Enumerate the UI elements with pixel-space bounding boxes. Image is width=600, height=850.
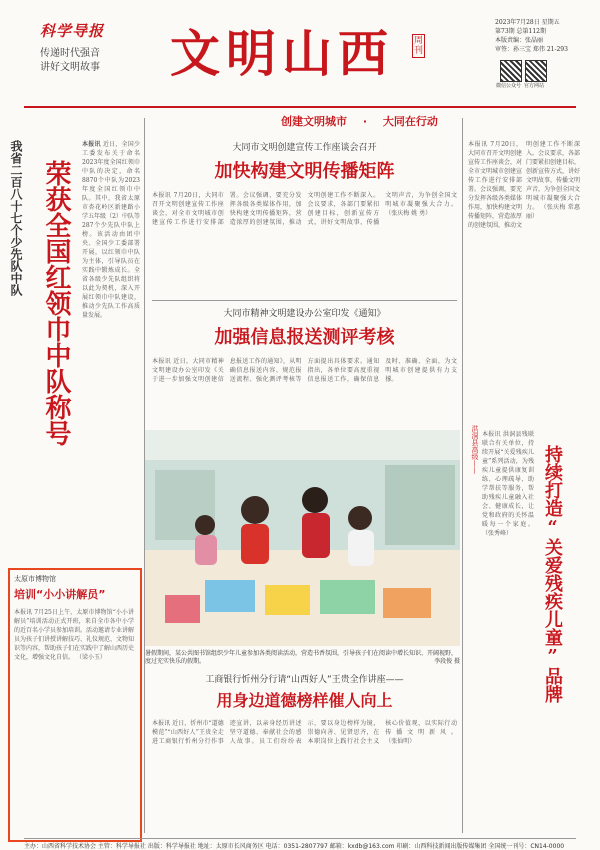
left-body [82, 140, 140, 560]
box-body-text: 本报讯 7月25日上午，太原市博物馆“小小讲解员”培训活动正式开班，来自全市各中小学的近百名小学员参加培训。活动邀请专业讲解员为孩子们讲授讲解技巧、礼仪规范、文物知识等内容，帮助孩子们在实践中了解山西历史文化，增强文化自信。 [14, 609, 134, 661]
qr-caption: 官方网站 [524, 83, 545, 89]
meta-line: 本版责编：张晶丽 [495, 37, 544, 44]
article-2-body [152, 357, 457, 419]
article-3-subhead: 工商银行忻州分行请“山西好人”王贵全作讲座—— [205, 675, 404, 685]
right-upper-author: （张庆梅 常惠丽） [526, 204, 580, 220]
photo-caption [145, 650, 460, 666]
edition-tag: 周刊 [413, 36, 423, 56]
photo-illustration [145, 430, 460, 646]
right-upper-body [468, 140, 580, 380]
article-2-subhead: 大同市精神文明建设办公室印发《通知》 [223, 309, 386, 319]
article-1-headline: 加快构建文明传播矩阵 [214, 161, 395, 182]
article-3-headline: 用身边道德榜样催人向上 [216, 691, 393, 710]
article-1-text: 本报讯 7月20日，大同市召开文明创建宣传工作座谈会，对全市文明城市创建宣传工作进行安排部署。会议强调，要充分发挥各级各类媒体作用，加快构建文明传播矩阵，营造浓厚的创建氛围，推动文明创建工作不断深入。会议要求，各部门要紧扣创建目标，创新宣传方式，讲好文明故事，传播文明声音，为争创全国文明城市凝聚强大合力。 [152, 192, 457, 226]
article-1-subhead: 大同市文明创建宣传工作座谈会召开 [232, 143, 377, 153]
article-3-text: 本报讯 近日，忻州市“道德模范”“山西好人”王贵全走进工商银行忻州分行作事迹宣讲，以亲身经历讲述坚守道德、奉献社会的感人故事。员工们纷纷表示，要以身边榜样为镜，崇德向善、见贤思齐，在本职岗位上践行社会主义核心价值观，以实际行动传播文明新风。 [152, 720, 457, 745]
article-1-body [152, 191, 457, 261]
box-body [14, 608, 134, 838]
section-banner: 创建文明城市 · 大同在行动 [275, 113, 444, 129]
slogan-line-1: 传递时代强音 [40, 48, 100, 59]
left-headline: 荣获全国红领巾中队称号 [41, 160, 71, 446]
article-3-author: （张仙明） [385, 738, 416, 745]
reading-photo [145, 430, 460, 646]
box-author: （梁小玉） [75, 654, 106, 661]
right-body-text: 本报讯 洪洞县残联联合有关单位，持续开展“关爱残疾儿童”系列活动，为残疾儿童提供康复训练、心理疏导、助学帮扶等服务，帮助残疾儿童融入社会、健康成长，让党和政府的关怀温暖每一个家庭。 [482, 431, 534, 528]
meta-line: 审签：孙三宝 郑伟 21-293 [495, 46, 568, 53]
issue-meta [495, 18, 575, 54]
qr-caption: 微信公众号 [496, 83, 522, 89]
slogan-line-2: 讲好文明故事 [40, 62, 100, 73]
qr-code-icon[interactable] [525, 60, 547, 82]
photo-caption-text: 暑假期间，某公共图书馆组织少年儿童参加各类阅读活动，营造书香氛围，引导孩子们在阅读中增长知识、开阔视野，度过充实快乐的假期。 [145, 650, 458, 665]
banner-right: 大同在行动 [382, 115, 438, 128]
brand-logo: 科学导报 [40, 22, 105, 40]
article-2-headline: 加强信息报送测评考核 [214, 327, 395, 348]
right-body [482, 430, 534, 830]
article-1-author: （张庆梅 姚 勇） [385, 210, 432, 217]
box-headline: 培训“小小讲解员” [14, 588, 106, 601]
box-article [14, 574, 134, 838]
meta-line: 2023年7月28日 星期五 [495, 19, 560, 26]
left-kicker: 我省二百八十七个少先队中队 [9, 140, 23, 296]
right-kicker: 洪洞县高级—— [471, 425, 479, 474]
banner-left: 创建文明城市 [281, 115, 347, 128]
footer: 主办：山西省科学技术协会 主管：科学导报社 出版：科学导报社 地址：太原市长风商务区 电话：0351-2807797 邮箱：kxdb@163.com 印刷：山西科技新闻出版传媒集团 全国统一刊号：CN14-0000 [24, 838, 576, 850]
column-divider [462, 118, 463, 833]
page-title: 文明山西 [170, 24, 394, 83]
masthead-brand-block [40, 20, 104, 74]
left-body-text: 近日，全国少工委发布关于命名2023年度全国红领巾中队的决定，命名8870个中队为2023年度全国红领巾中队。其中，我省太原市杏花岭区新建路小学五年级（2）中队等287个少先队中队上榜。该活动由团中央、全国少工委部署开展，以红领巾中队为主体，引导队员在实践中锻炼成长。全省各级少先队组织将以此为契机，深入开展红领巾中队建设，推动少先队工作高质量发展。 [82, 141, 140, 319]
article-2-text: 本报讯 近日，大同市精神文明建设办公室印发《关于进一步加强文明创建信息报送工作的通知》，从明确信息报送内容、规范报送流程、强化测评考核等方面提出具体要求。通知指出，各单位要高度重视信息报送工作，确保信息及时、准确、全面，为文明城市创建提供有力支撑。 [152, 358, 457, 383]
photo-credit: 李段俊 摄 [434, 658, 460, 665]
qr-code-icon[interactable] [500, 60, 522, 82]
masthead-divider [24, 106, 576, 108]
box-kicker: 太原市博物馆 [14, 575, 56, 583]
right-headline: 持续打造“关爱残疾儿童”品牌 [542, 445, 563, 703]
article-2 [152, 306, 457, 419]
meta-line: 第73期 总第112期 [495, 28, 546, 35]
left-source: 本报讯 [82, 141, 101, 148]
article-1 [152, 140, 457, 261]
right-author: （张秀峰） [482, 530, 513, 537]
article-3 [152, 672, 457, 819]
article-3-body [152, 719, 457, 819]
section-divider [152, 300, 457, 301]
right-upper-text: 本报讯 7月20日，大同市召开文明创建宣传工作座谈会，对全市文明城市创建宣传工作进行安排部署。会议强调，要充分发挥各级各类媒体作用，加快构建文明传播矩阵，营造浓厚的创建氛围，推动文明创建工作不断深入。会议要求，各部门要紧扣创建目标，创新宣传方式，讲好文明故事，传播文明声音，为争创全国文明城市凝聚强大合力。 [468, 141, 580, 229]
